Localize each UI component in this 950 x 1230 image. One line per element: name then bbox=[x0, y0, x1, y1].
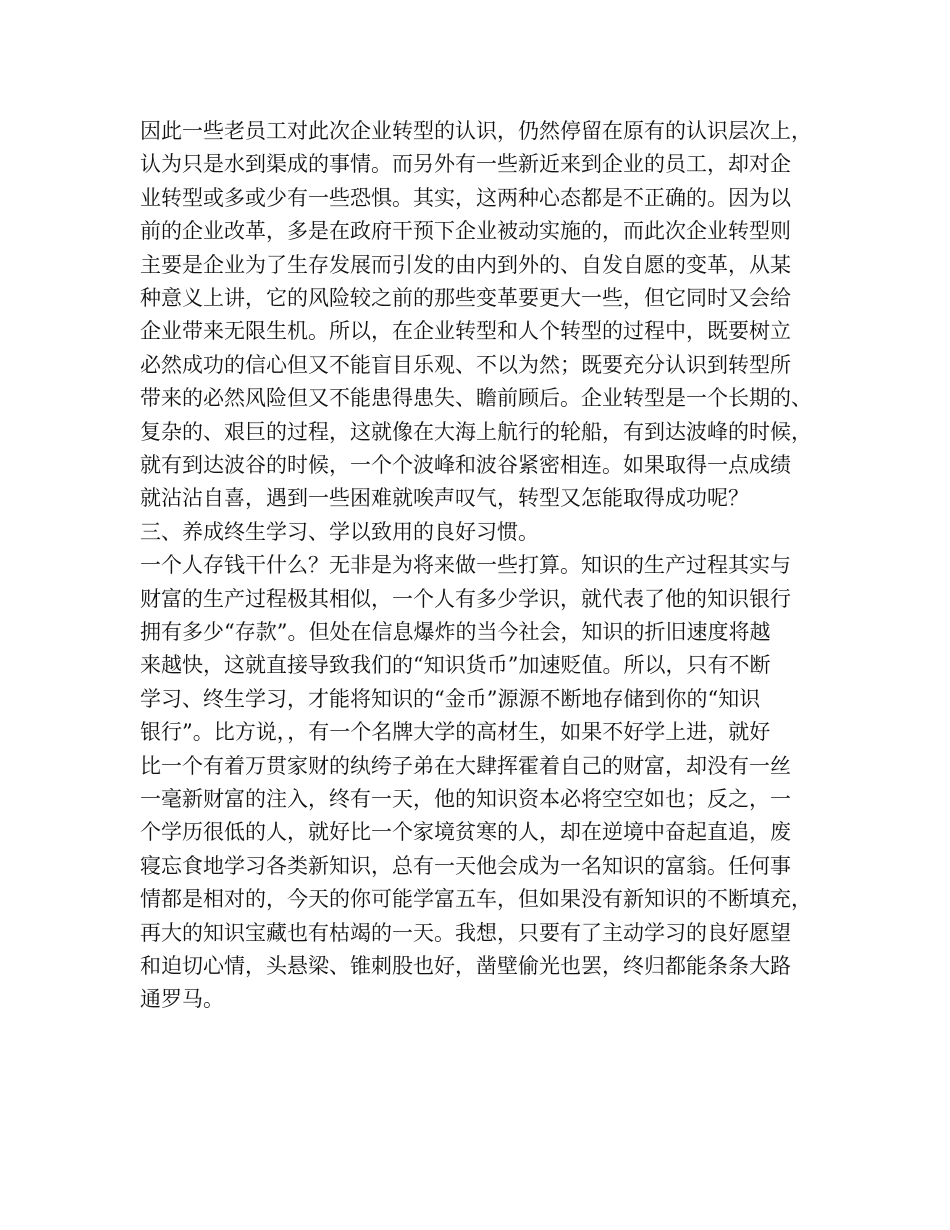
paragraph-line: 前的企业改革，多是在政府干预下企业被动实施的，而此次企业转型则 bbox=[140, 219, 791, 244]
paragraph-line: 认为只是水到渠成的事情。而另外有一些新近来到企业的员工，却对企 bbox=[140, 152, 791, 177]
section-heading: 三、养成终生学习、学以致用的良好习惯。 bbox=[140, 519, 539, 544]
paragraph-line: 因此一些老员工对此次企业转型的认识，仍然停留在原有的认识层次上， bbox=[140, 119, 812, 143]
paragraph-line: 个学历很低的人，就好比一个家境贫寒的人，却在逆境中奋起直追，废 bbox=[140, 820, 791, 845]
paragraph-line: 主要是企业为了生存发展而引发的由内到外的、自发自愿的变革，从某 bbox=[140, 252, 791, 277]
paragraph-line: 拥有多少“存款”。但处在信息爆炸的当今社会，知识的折旧速度将越 bbox=[140, 620, 771, 644]
paragraph-line: 情都是相对的，今天的你可能学富五车，但如果没有新知识的不断填充， bbox=[140, 887, 812, 912]
paragraph-line: 企业带来无限生机。所以，在企业转型和人个转型的过程中，既要树立 bbox=[140, 319, 791, 344]
paragraph-line: 必然成功的信心但又不能盲目乐观、不以为然；既要充分认识到转型所 bbox=[140, 352, 791, 377]
paragraph-line: 一毫新财富的注入，终有一天，他的知识资本必将空空如也；反之，一 bbox=[140, 787, 791, 811]
paragraph-line: 财富的生产过程极其相似，一个人有多少学识，就代表了他的知识银行 bbox=[140, 586, 791, 611]
paragraph-line: 比一个有着万贯家财的纨绔子弟在大肆挥霍着自己的财富，却没有一丝 bbox=[140, 753, 791, 778]
paragraph-line: 和迫切心情，头悬梁、锥刺股也好，凿壁偷光也罢，终归都能条条大路 bbox=[140, 954, 791, 978]
paragraph-line: 学习、终生学习，才能将知识的“金币”源源不断地存储到你的“知识 bbox=[140, 686, 761, 711]
paragraph-line: 来越快，这就直接导致我们的“知识货币”加速贬值。所以，只有不断 bbox=[140, 653, 771, 678]
paragraph-line: 银行”。比方说，，有一个名牌大学的高材生，如果不好学上进，就好 bbox=[140, 720, 771, 745]
paragraph-line: 寝忘食地学习各类新知识，总有一天他会成为一名知识的富翁。任何事 bbox=[140, 853, 791, 878]
paragraph-line: 通罗马。 bbox=[140, 987, 224, 1012]
paragraph-line: 复杂的、艰巨的过程，这就像在大海上航行的轮船，有到达波峰的时候， bbox=[140, 419, 812, 444]
paragraph-line: 就沾沾自喜，遇到一些困难就唉声叹气，转型又怎能取得成功呢？ bbox=[140, 486, 749, 511]
paragraph-line: 种意义上讲，它的风险较之前的那些变革要更大一些，但它同时又会给 bbox=[140, 286, 791, 310]
paragraph-line: 就有到达波谷的时候，一个个波峰和波谷紧密相连。如果取得一点成绩 bbox=[140, 453, 791, 477]
paragraph-line: 再大的知识宝藏也有枯竭的一天。我想，只要有了主动学习的良好愿望 bbox=[140, 920, 791, 945]
paragraph-line: 一个人存钱干什么？无非是为将来做一些打算。知识的生产过程其实与 bbox=[140, 553, 791, 578]
paragraph-line: 业转型或多或少有一些恐惧。其实，这两种心态都是不正确的。因为以 bbox=[140, 185, 791, 210]
paragraph-line: 带来的必然风险但又不能患得患失、瞻前顾后。企业转型是一个长期的、 bbox=[140, 386, 812, 411]
